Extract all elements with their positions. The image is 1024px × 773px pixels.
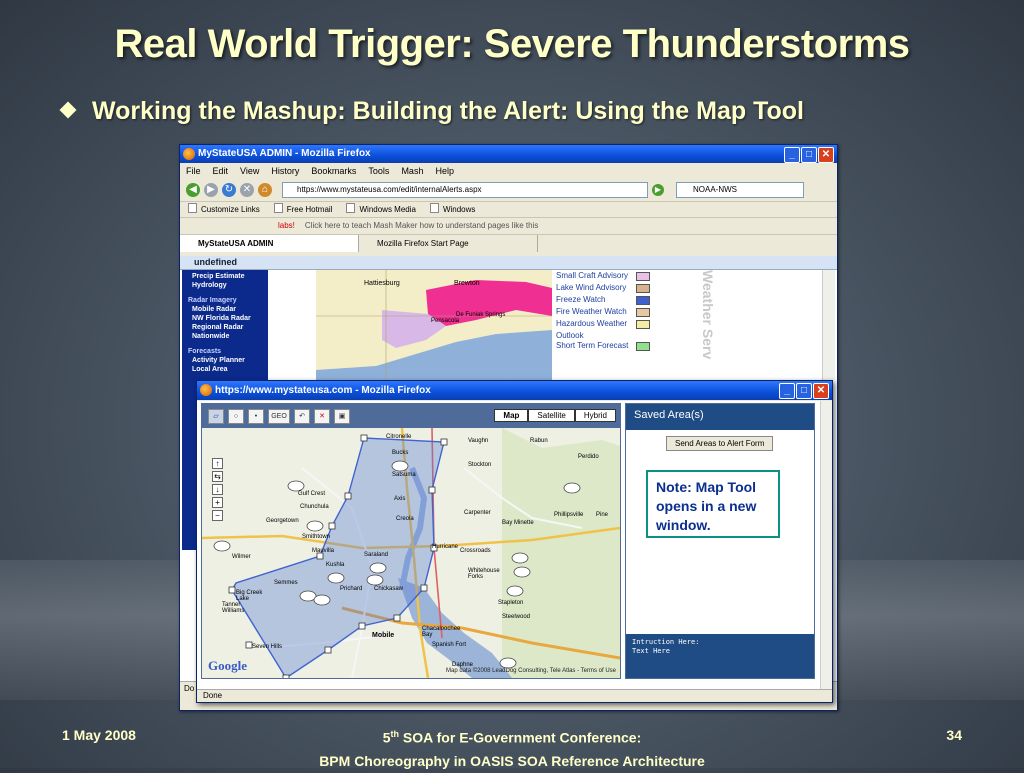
menu-mash[interactable]: Mash (401, 166, 424, 176)
menu-bar (180, 163, 837, 179)
place-label: Gulf Crest (298, 491, 326, 497)
bookmark-windows[interactable]: Windows (430, 202, 475, 217)
legend-swatch (636, 296, 650, 305)
pan-down-icon[interactable]: ↓ (212, 484, 223, 495)
place-label: Smithtown (302, 534, 331, 540)
instruction-text: Text Here (632, 647, 670, 655)
nav-local-area[interactable]: Local Area (192, 366, 228, 373)
nav-precip-estimate[interactable]: Precip Estimate (192, 273, 245, 280)
place-label: Crossroads (460, 548, 491, 554)
panel-title: undefined (180, 256, 837, 270)
place-label: Axis (394, 496, 406, 502)
go-icon[interactable]: ▶ (652, 184, 664, 196)
place-label: Semmes (274, 580, 298, 586)
menu-view[interactable]: View (240, 166, 260, 176)
google-map-canvas[interactable] (202, 428, 620, 678)
bullet-diamond-icon (60, 102, 77, 119)
nav-hydrology[interactable]: Hydrology (192, 282, 227, 289)
city-de-funiak-springs: De Funiak Springs (456, 312, 506, 318)
firefox-icon (183, 148, 195, 160)
mash-labs-label[interactable]: labs! (278, 221, 295, 230)
place-label: Stockton (468, 462, 492, 468)
popup-status-bar: Done (197, 689, 833, 702)
undo-icon[interactable]: ↶ (294, 409, 310, 424)
place-label: Prichard (340, 586, 363, 592)
saved-areas-panel (625, 403, 815, 679)
city-hattiesburg: Hattiesburg (364, 280, 400, 287)
popup-title: https://www.mystateusa.com - Mozilla Firefox (215, 385, 431, 396)
legend-item[interactable]: Small Craft Advisory (552, 270, 654, 282)
footer-conf-number: 5 (382, 729, 391, 746)
bookmark-customize-links[interactable]: Customize Links (188, 202, 260, 217)
zoom-in-icon[interactable]: + (212, 497, 223, 508)
place-label: Mauvilla (312, 548, 335, 554)
place-label: Perdido (578, 454, 599, 460)
close-button[interactable]: ✕ (813, 383, 829, 399)
map-type-satellite[interactable]: Satellite (528, 409, 574, 422)
circle-tool-icon[interactable]: ○ (228, 409, 244, 424)
menu-bookmarks[interactable]: Bookmarks (311, 166, 357, 176)
pan-up-icon[interactable]: ↑ (212, 458, 223, 469)
send-areas-button[interactable]: Send Areas to Alert Form (666, 436, 773, 451)
bullet-text: Working the Mashup: Building the Alert: Using the Map Tool (92, 97, 804, 125)
google-logo: Google (208, 658, 247, 673)
city-brewton: Brewton (454, 280, 480, 287)
bookmarks-toolbar (180, 201, 837, 217)
menu-tools[interactable]: Tools (368, 166, 390, 176)
tab-firefox-start[interactable]: Mozilla Firefox Start Page (359, 235, 538, 252)
place-label: Wilmer (232, 554, 251, 560)
close-button[interactable]: ✕ (818, 147, 834, 163)
menu-history[interactable]: History (271, 166, 300, 176)
mash-tip[interactable]: Click here to teach Mash Maker how to understand pages like this (304, 221, 539, 230)
map-tool-popup-window (196, 380, 833, 703)
legend-swatch (636, 308, 650, 317)
window-titlebar[interactable] (180, 145, 837, 163)
place-label: Steelwood (502, 614, 531, 620)
legend-swatch (636, 342, 650, 351)
place-label: Tanner Williams (222, 602, 245, 614)
place-label: Stapleton (498, 600, 524, 606)
map-drawing-toolbar (202, 404, 621, 428)
place-label: Big Creek Lake (236, 590, 263, 602)
pan-left-right-icon[interactable]: ⇆ (212, 471, 223, 482)
maximize-button[interactable]: □ (796, 383, 812, 399)
place-label: Chickasaw (374, 586, 404, 592)
nav-mobile-radar[interactable]: Mobile Radar (192, 306, 236, 313)
place-label: Satsuma (392, 472, 416, 478)
alert-map-graphic (316, 270, 552, 380)
back-arrow-icon[interactable]: ◀ (186, 183, 200, 197)
status-bar-partial: Do (180, 681, 838, 696)
popup-content (197, 401, 820, 691)
map-tool-note: Note: Map Tool opens in a new window. (646, 470, 780, 538)
place-label: Chacaloochee Bay (422, 626, 461, 638)
nav-nationwide[interactable]: Nationwide (192, 333, 230, 340)
map-type-hybrid[interactable]: Hybrid (575, 409, 616, 422)
place-label: Chunchula (300, 504, 329, 510)
maximize-button[interactable]: □ (801, 147, 817, 163)
place-label: Rabun (530, 438, 548, 444)
footer-conference (0, 723, 1024, 773)
window-title: MyStateUSA ADMIN - Mozilla Firefox (198, 148, 371, 159)
map-zoom-controls (212, 458, 223, 521)
footer-conf-sup: th (390, 729, 400, 739)
footer-date: 1 May 2008 (62, 727, 136, 743)
popup-titlebar[interactable] (197, 381, 832, 400)
home-icon[interactable]: ⌂ (258, 183, 272, 197)
legend-item[interactable]: Hazardous Weather Outlook (552, 318, 654, 340)
map-tool-panel (201, 403, 621, 679)
map-credit[interactable]: Map data ©2008 LeadDog Consulting, Tele Atlas - Terms of Use (446, 668, 616, 674)
footer-subtitle: BPM Choreography in OASIS SOA Reference Architecture (319, 752, 705, 769)
slide-bullet (62, 97, 804, 126)
mash-maker-toolbar (180, 217, 837, 234)
content-scrollbar[interactable] (822, 270, 835, 380)
place-label: Bay Minette (502, 520, 534, 526)
nav-forecasts-title: Forecasts (188, 348, 222, 355)
geo-tool-button[interactable]: GEO (268, 409, 290, 424)
stop-icon[interactable]: ✕ (240, 183, 254, 197)
map-type-map[interactable]: Map (494, 409, 528, 422)
legend-item[interactable]: Fire Weather Watch (552, 306, 654, 318)
reload-icon[interactable]: ↻ (222, 183, 236, 197)
search-input[interactable]: NOAA-NWS (676, 182, 804, 198)
tab-bar (180, 234, 837, 252)
place-label: Phillipsville (554, 512, 584, 518)
firefox-icon (200, 384, 212, 396)
menu-file[interactable]: File (186, 166, 201, 176)
place-label: Bucks (392, 450, 409, 456)
url-bar[interactable]: https://www.mystateusa.com/edit/internalAlerts.aspx (282, 182, 648, 198)
place-label: Kushla (326, 562, 345, 568)
nav-activity-planner[interactable]: Activity Planner (192, 357, 245, 364)
menu-help[interactable]: Help (435, 166, 454, 176)
point-tool-icon[interactable]: • (248, 409, 264, 424)
nav-nw-florida-radar[interactable]: NW Florida Radar (192, 315, 251, 322)
slide-title: Real World Trigger: Severe Thunderstorms (114, 22, 910, 66)
polygon-tool-icon[interactable]: ▱ (208, 409, 224, 424)
legend-item[interactable]: Freeze Watch (552, 294, 654, 306)
place-label: Hurricane (432, 544, 459, 550)
place-label: Daphne (452, 662, 474, 668)
zoom-out-icon[interactable]: − (212, 510, 223, 521)
place-label: Vaughn (468, 438, 489, 444)
place-label: Georgetown (266, 518, 299, 524)
place-label: Citronelle (386, 434, 412, 440)
nav-regional-radar[interactable]: Regional Radar (192, 324, 244, 331)
bookmark-free-hotmail[interactable]: Free Hotmail (274, 202, 333, 217)
legend-item[interactable]: Lake Wind Advisory (552, 282, 654, 294)
weather-service-watermark: Weather Serv (700, 270, 716, 360)
instruction-title: Intruction Here: (632, 638, 700, 646)
navigation-toolbar (180, 179, 837, 201)
instruction-panel (626, 634, 814, 678)
popup-scrollbar[interactable] (820, 401, 832, 691)
place-label: Saraland (364, 552, 389, 558)
forward-arrow-icon[interactable]: ▶ (204, 183, 218, 197)
menu-edit[interactable]: Edit (212, 166, 229, 176)
saved-areas-title: Saved Area(s) (626, 404, 814, 430)
legend-swatch (636, 272, 650, 281)
bookmark-windows-media[interactable]: Windows Media (346, 202, 415, 217)
place-label: Spanish Fort (432, 642, 467, 648)
city-pensacola: Pensacola (431, 318, 460, 324)
nav-radar-title: Radar Imagery (188, 297, 237, 304)
place-label: Carpenter (464, 510, 491, 516)
page-number: 34 (946, 727, 962, 743)
delete-icon[interactable]: ✕ (314, 409, 330, 424)
tab-mystateusa-admin[interactable]: MyStateUSA ADMIN (180, 235, 359, 252)
alert-region-map[interactable] (316, 270, 552, 380)
place-label: Mobile (372, 632, 395, 639)
place-label: Creola (396, 516, 414, 522)
alert-type-legend (552, 270, 654, 380)
place-label: Seven Hills (252, 644, 283, 650)
place-label: Whitehouse Forks (468, 568, 500, 580)
footer-conf-text: SOA for E-Government Conference: (399, 729, 642, 746)
minimize-button[interactable]: _ (784, 147, 800, 163)
save-icon[interactable]: ▣ (334, 409, 350, 424)
legend-item[interactable]: Short Term Forecast (552, 340, 654, 352)
legend-swatch (636, 320, 650, 329)
place-label: Pine (596, 512, 609, 518)
legend-swatch (636, 284, 650, 293)
minimize-button[interactable]: _ (779, 383, 795, 399)
